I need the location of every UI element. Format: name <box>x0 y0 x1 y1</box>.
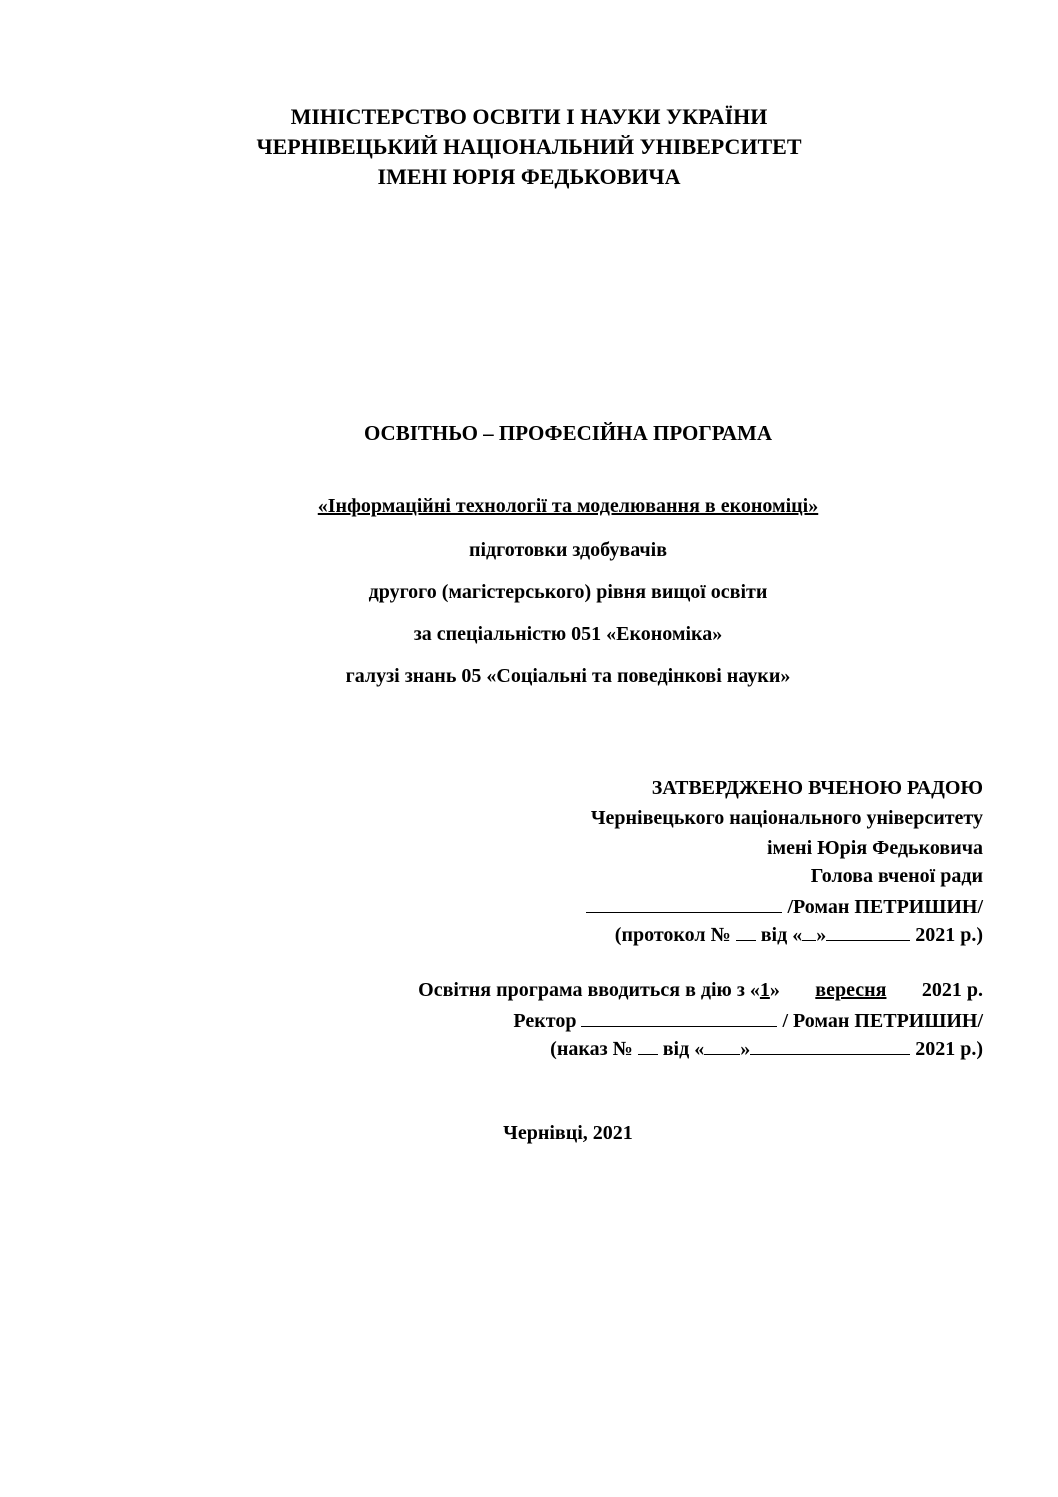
approval-role: Голова вченої ради <box>810 865 983 887</box>
order-month-blank <box>750 1038 910 1055</box>
enactment-text: Освітня програма вводиться в дію з « <box>418 979 760 1001</box>
protocol-from: від « <box>760 924 803 946</box>
enactment-month: вересня <box>815 979 887 1001</box>
university-title: ЧЕРНІВЕЦЬКИЙ НАЦІОНАЛЬНИЙ УНІВЕРСИТЕТ <box>256 134 802 159</box>
protocol-quote-close: » <box>816 924 827 946</box>
approval-org-line1: Чернівецького національного університету <box>590 807 983 829</box>
program-line-level: другого (магістерського) рівня вищої освіти <box>368 581 768 603</box>
protocol-month-blank <box>826 924 910 941</box>
order-number-blank <box>638 1038 658 1055</box>
order-prefix: (наказ № <box>550 1038 633 1060</box>
program-line-field: галузі знань 05 «Соціальні та поведінкові науки» <box>345 665 791 687</box>
protocol-number-blank <box>736 924 756 941</box>
protocol-prefix: (протокол № <box>614 924 731 946</box>
ministry-title: МІНІСТЕРСТВО ОСВІТИ І НАУКИ УКРАЇНИ <box>290 104 768 129</box>
place-date: Чернівці, 2021 <box>503 1122 633 1144</box>
rector-signer: / Роман ПЕТРИШИН/ <box>782 1010 983 1032</box>
program-line-specialty: за спеціальністю 051 «Економіка» <box>413 623 723 645</box>
order-quote-close: » <box>740 1038 751 1060</box>
rector-line <box>513 1010 983 1031</box>
program-name: «Інформаційні технології та моделювання в економіці» <box>317 495 819 517</box>
protocol-day-blank <box>802 924 816 941</box>
university-name-title: ІМЕНІ ЮРІЯ ФЕДЬКОВИЧА <box>377 164 681 189</box>
order-line <box>550 1038 983 1059</box>
enactment-year: 2021 р. <box>921 979 983 1001</box>
enactment-line <box>418 980 983 1000</box>
enactment-day: 1 <box>759 979 770 1001</box>
approval-protocol-line <box>615 924 983 945</box>
order-from: від « <box>662 1038 705 1060</box>
protocol-year: 2021 р.) <box>915 924 983 946</box>
order-year: 2021 р.) <box>915 1038 983 1060</box>
rector-label: Ректор <box>513 1010 577 1032</box>
program-type-heading: ОСВІТНЬО – ПРОФЕСІЙНА ПРОГРАМА <box>363 421 773 445</box>
approval-title: ЗАТВЕРДЖЕНО ВЧЕНОЮ РАДОЮ <box>651 777 983 799</box>
enactment-quote-close: » <box>769 979 780 1001</box>
rector-signature-blank <box>581 1010 777 1027</box>
order-day-blank <box>704 1038 740 1055</box>
approval-org-line2: імені Юрія Федьковича <box>766 837 983 859</box>
program-line-applicants: підготовки здобувачів <box>468 539 668 561</box>
signature-blank <box>586 896 782 913</box>
approval-signer: /Роман ПЕТРИШИН/ <box>787 896 983 918</box>
approval-signature-line <box>586 896 983 917</box>
